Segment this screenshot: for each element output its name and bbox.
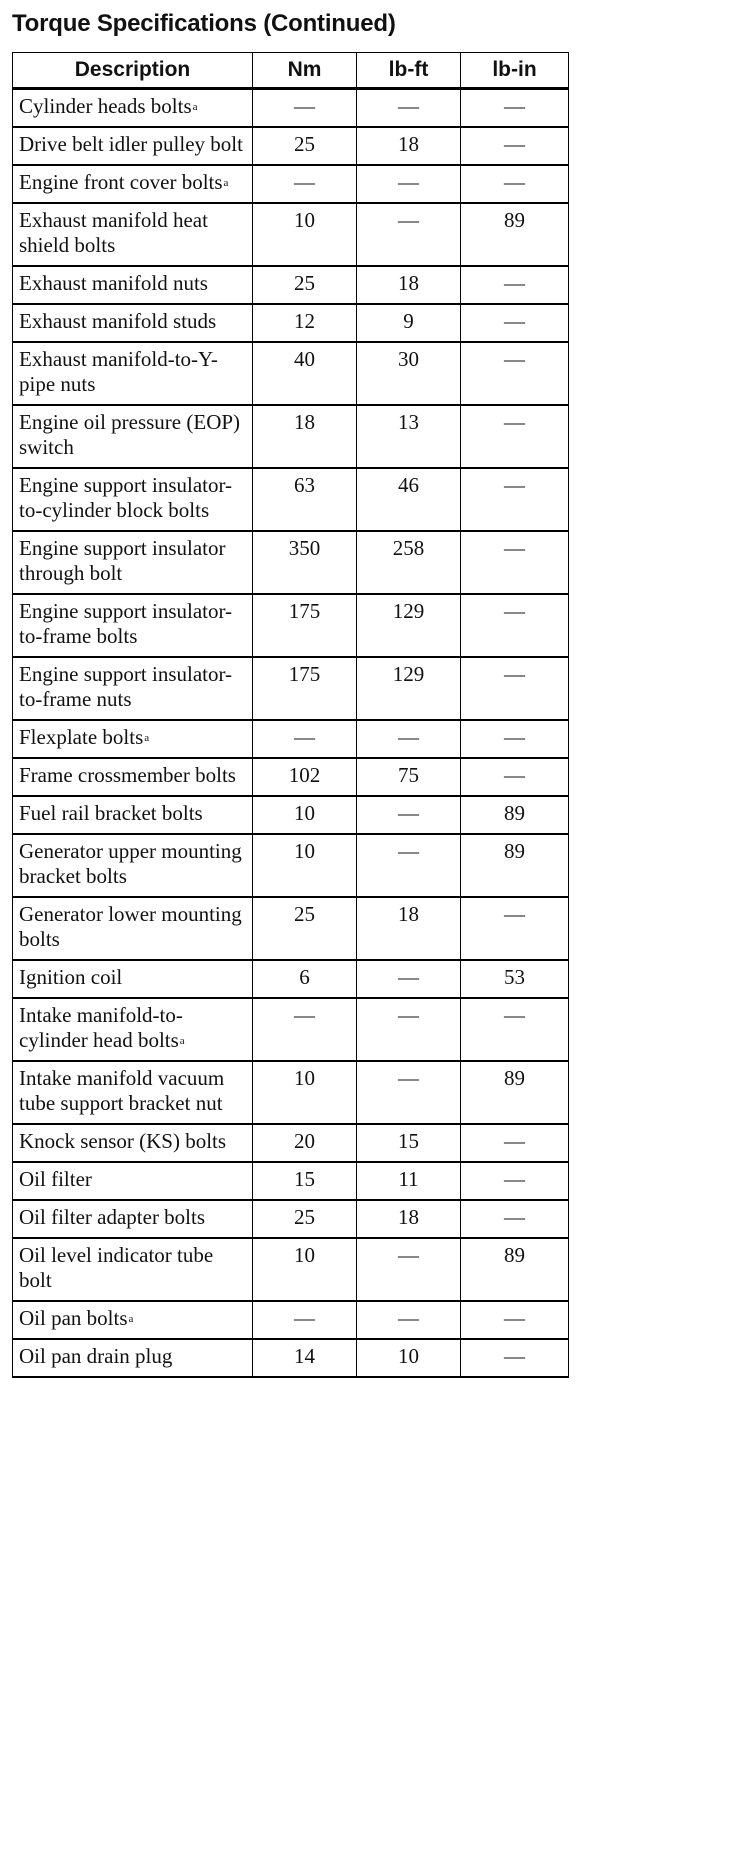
column-header-lbft: lb-ft (357, 53, 461, 89)
table-row (13, 960, 569, 998)
table-row (13, 897, 569, 960)
nm-cell: 350 (253, 531, 357, 594)
lbin-cell: 89 (461, 796, 569, 834)
nm-cell: 10 (253, 834, 357, 897)
description-text: Intake manifold-to-cylinder head bolts (19, 1003, 183, 1052)
table-row (13, 834, 569, 897)
table-row (13, 203, 569, 266)
lbft-cell: — (357, 1238, 461, 1301)
lbin-cell: — (461, 342, 569, 405)
table-row (13, 165, 569, 203)
lbft-cell: 18 (357, 1200, 461, 1238)
lbin-cell: — (461, 468, 569, 531)
lbft-cell: — (357, 998, 461, 1061)
description-text: Engine oil pressure (EOP) switch (19, 410, 241, 459)
nm-cell: — (253, 998, 357, 1061)
description-cell (13, 657, 253, 720)
lbft-cell: 18 (357, 266, 461, 304)
description-cell (13, 720, 253, 758)
description-cell (13, 1124, 253, 1162)
nm-cell: 63 (253, 468, 357, 531)
description-cell (13, 594, 253, 657)
lbin-cell: — (461, 720, 569, 758)
table-row (13, 89, 569, 128)
lbft-cell: 46 (357, 468, 461, 531)
table-body (13, 89, 569, 1378)
table-row (13, 796, 569, 834)
table-row (13, 342, 569, 405)
description-cell (13, 405, 253, 468)
nm-cell: 175 (253, 594, 357, 657)
nm-cell: — (253, 165, 357, 203)
description-text: Exhaust manifold-to-Y-pipe nuts (19, 347, 218, 396)
lbft-cell: 129 (357, 657, 461, 720)
table-row (13, 1238, 569, 1301)
lbft-cell: 129 (357, 594, 461, 657)
description-text: Oil pan drain plug (19, 1344, 173, 1368)
footnote-marker: a (144, 732, 150, 744)
lbin-cell: 89 (461, 1238, 569, 1301)
footnote-marker: a (192, 101, 198, 113)
description-text: Exhaust manifold heat shield bolts (19, 208, 208, 257)
description-text: Ignition coil (19, 965, 123, 989)
nm-cell: — (253, 89, 357, 128)
table-row (13, 468, 569, 531)
nm-cell: — (253, 1301, 357, 1339)
description-cell (13, 1162, 253, 1200)
lbin-cell: — (461, 1162, 569, 1200)
table-row (13, 720, 569, 758)
lbin-cell: 89 (461, 203, 569, 266)
description-cell (13, 1301, 253, 1339)
lbin-cell: — (461, 1124, 569, 1162)
lbin-cell: — (461, 405, 569, 468)
lbin-cell: — (461, 1339, 569, 1377)
lbft-cell: 75 (357, 758, 461, 796)
description-text: Flexplate bolts (19, 725, 144, 749)
description-text: Engine support insulator-to-frame bolts (19, 599, 233, 648)
lbft-cell: 15 (357, 1124, 461, 1162)
nm-cell: 10 (253, 1238, 357, 1301)
lbft-cell: — (357, 1301, 461, 1339)
table-row (13, 531, 569, 594)
lbin-cell: — (461, 758, 569, 796)
nm-cell: 10 (253, 203, 357, 266)
description-cell (13, 165, 253, 203)
table-row (13, 1124, 569, 1162)
lbin-cell: — (461, 897, 569, 960)
description-cell (13, 203, 253, 266)
lbft-cell: — (357, 960, 461, 998)
lbft-cell: 258 (357, 531, 461, 594)
lbft-cell: — (357, 720, 461, 758)
description-cell (13, 897, 253, 960)
table-row (13, 1339, 569, 1377)
description-text: Engine support insulator-to-frame nuts (19, 662, 233, 711)
description-text: Frame crossmember bolts (19, 763, 236, 787)
nm-cell: 25 (253, 127, 357, 165)
lbin-cell: — (461, 1301, 569, 1339)
description-text: Knock sensor (KS) bolts (19, 1129, 227, 1153)
description-text: Engine support insulator through bolt (19, 536, 226, 585)
description-text: Engine support insulator-to-cylinder block bolts (19, 473, 233, 522)
table-row (13, 1301, 569, 1339)
description-cell (13, 960, 253, 998)
lbin-cell: — (461, 657, 569, 720)
column-header-description: Description (13, 53, 253, 89)
lbin-cell: 89 (461, 1061, 569, 1124)
description-cell (13, 89, 253, 128)
footnote-marker: a (179, 1035, 185, 1047)
description-cell (13, 796, 253, 834)
lbft-cell: 18 (357, 897, 461, 960)
description-cell (13, 468, 253, 531)
lbin-cell: — (461, 531, 569, 594)
lbft-cell: 10 (357, 1339, 461, 1377)
description-text: Oil filter (19, 1167, 92, 1191)
lbft-cell: 9 (357, 304, 461, 342)
lbft-cell: 11 (357, 1162, 461, 1200)
table-row (13, 1061, 569, 1124)
torque-spec-table (12, 52, 569, 1378)
nm-cell: 6 (253, 960, 357, 998)
description-cell (13, 1339, 253, 1377)
description-cell (13, 304, 253, 342)
table-row (13, 1200, 569, 1238)
table-row (13, 405, 569, 468)
description-cell (13, 1200, 253, 1238)
description-text: Exhaust manifold nuts (19, 271, 208, 295)
footnote-marker: a (223, 177, 229, 189)
lbft-cell: — (357, 796, 461, 834)
nm-cell: 175 (253, 657, 357, 720)
description-cell (13, 834, 253, 897)
column-header-nm: Nm (253, 53, 357, 89)
lbin-cell: 53 (461, 960, 569, 998)
lbin-cell: 89 (461, 834, 569, 897)
description-cell (13, 531, 253, 594)
page-title: Torque Specifications (Continued) (12, 10, 396, 37)
description-text: Oil pan bolts (19, 1306, 128, 1330)
description-cell (13, 266, 253, 304)
lbft-cell: — (357, 203, 461, 266)
nm-cell: 18 (253, 405, 357, 468)
description-cell (13, 1238, 253, 1301)
nm-cell: 102 (253, 758, 357, 796)
description-text: Generator upper mounting bracket bolts (19, 839, 242, 888)
lbft-cell: 13 (357, 405, 461, 468)
table-row (13, 594, 569, 657)
lbin-cell: — (461, 1200, 569, 1238)
table-header-row (13, 53, 569, 89)
lbin-cell: — (461, 127, 569, 165)
table-row (13, 998, 569, 1061)
table-row (13, 304, 569, 342)
lbin-cell: — (461, 998, 569, 1061)
nm-cell: 25 (253, 266, 357, 304)
nm-cell: 40 (253, 342, 357, 405)
lbin-cell: — (461, 266, 569, 304)
table-row (13, 758, 569, 796)
nm-cell: 10 (253, 796, 357, 834)
description-cell (13, 1061, 253, 1124)
lbft-cell: 18 (357, 127, 461, 165)
description-cell (13, 127, 253, 165)
lbin-cell: — (461, 594, 569, 657)
description-text: Intake manifold vacuum tube support bracket nut (19, 1066, 225, 1115)
description-cell (13, 998, 253, 1061)
nm-cell: 10 (253, 1061, 357, 1124)
description-text: Engine front cover bolts (19, 170, 223, 194)
lbft-cell: 30 (357, 342, 461, 405)
description-cell (13, 758, 253, 796)
description-text: Drive belt idler pulley bolt (19, 132, 243, 156)
description-text: Fuel rail bracket bolts (19, 801, 203, 825)
lbft-cell: — (357, 89, 461, 128)
lbft-cell: — (357, 165, 461, 203)
lbin-cell: — (461, 89, 569, 128)
nm-cell: — (253, 720, 357, 758)
table-row (13, 1162, 569, 1200)
table-row (13, 266, 569, 304)
lbin-cell: — (461, 165, 569, 203)
description-text: Exhaust manifold studs (19, 309, 217, 333)
nm-cell: 12 (253, 304, 357, 342)
description-text: Oil level indicator tube bolt (19, 1243, 214, 1292)
description-text: Generator lower mounting bolts (19, 902, 242, 951)
nm-cell: 15 (253, 1162, 357, 1200)
lbin-cell: — (461, 304, 569, 342)
nm-cell: 20 (253, 1124, 357, 1162)
lbft-cell: — (357, 1061, 461, 1124)
nm-cell: 25 (253, 897, 357, 960)
lbft-cell: — (357, 834, 461, 897)
column-header-lbin: lb-in (461, 53, 569, 89)
table-row (13, 127, 569, 165)
description-text: Oil filter adapter bolts (19, 1205, 206, 1229)
footnote-marker: a (128, 1313, 134, 1325)
description-cell (13, 342, 253, 405)
nm-cell: 14 (253, 1339, 357, 1377)
nm-cell: 25 (253, 1200, 357, 1238)
description-text: Cylinder heads bolts (19, 94, 192, 118)
table-row (13, 657, 569, 720)
